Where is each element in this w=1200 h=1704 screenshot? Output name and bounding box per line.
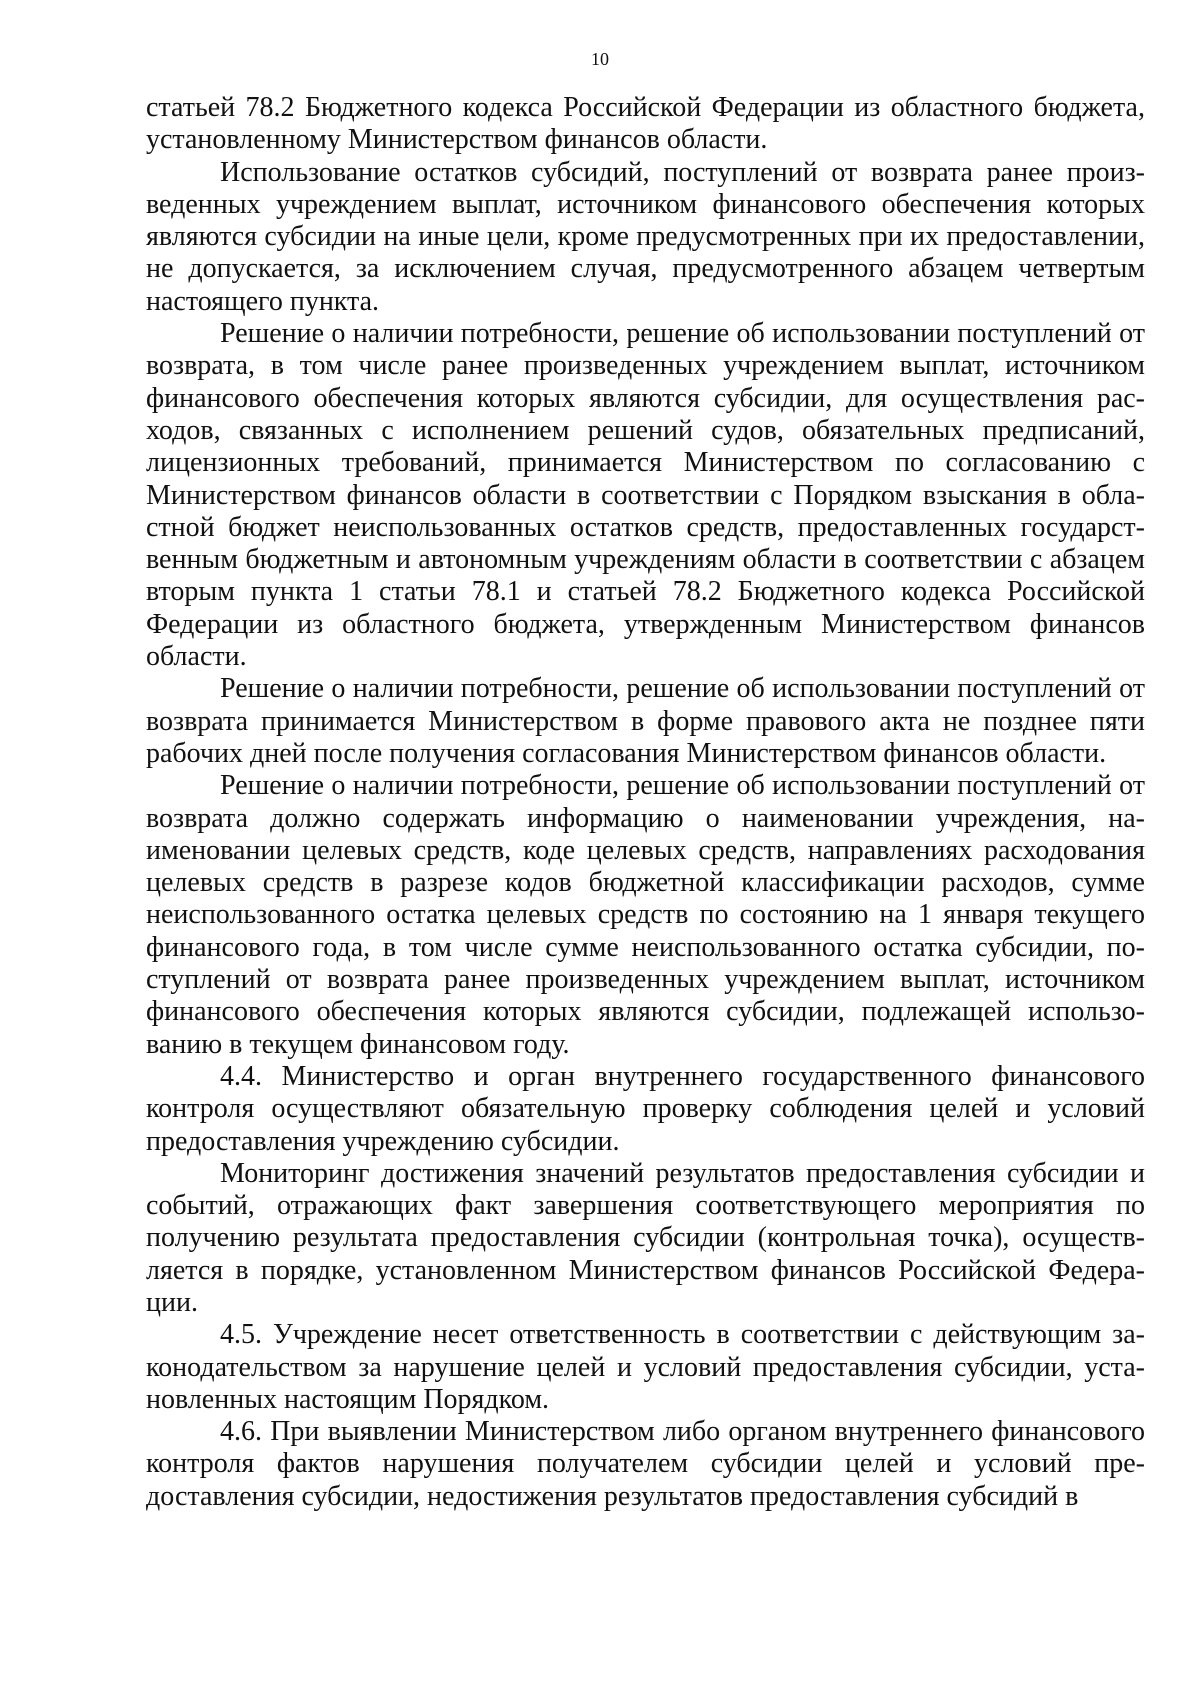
paragraph-decision-on-need: Решение о наличии потребности, решение об использовании поступлений от возврата, в том числе ранее произведенных учреждением выплат, источником финансового обеспечения которых являются субсидии, для осуществления расходов, связанных с исполнением решений судов, обязательных предписаний, лицензионных требований, принимается Министерством по согласованию с Министерством финансов области в соответствии с Порядком взыскания в областной бюджет неиспользованных остатков средств, предоставленных государственным бюджетным и автономным учреждениям области в соответствии с абзацем вторым пункта 1 статьи 78.1 и статьей 78.2 Бюджетного кодекса Российской Федерации из областного бюджета, утвержденным Министерством финансов области.: [146, 318, 1145, 673]
paragraph-monitoring: Мониторинг достижения значений результатов предоставления субсидии и событий, отражающих факт завершения соответствующего мероприятия по получению результата предоставления субсидии (контрольная точка), осуществляется в порядке, установленном Министерством финансов Российской Федерации.: [146, 1157, 1145, 1318]
paragraph-4-4: 4.4. Министерство и орган внутреннего государственного финансового контроля осуществляют обязательную проверку соблюдения целей и условий предоставления учреждению субсидии.: [146, 1060, 1145, 1157]
paragraph-decision-contents: Решение о наличии потребности, решение об использовании поступлений от возврата должно содержать информацию о наименовании учреждения, наименовании целевых средств, коде целевых средств, направлениях расходования целевых средств в разрезе кодов бюджетной классификации расходов, сумме неиспользованного остатка целевых средств по состоянию на 1 января текущего финансового года, в том числе сумме неиспользованного остатка субсидии, поступлений от возврата ранее произведенных учреждением выплат, источником финансового обеспечения которых являются субсидии, подлежащей использованию в текущем финансовом году.: [146, 770, 1145, 1060]
paragraph-continuation: статьей 78.2 Бюджетного кодекса Российской Федерации из областного бюджета, установленному Министерством финансов области.: [146, 92, 1145, 156]
page-number: 10: [591, 49, 609, 69]
paragraph-4-6: 4.6. При выявлении Министерством либо органом внутреннего финансового контроля фактов нарушения получателем субсидии целей и условий предоставления субсидии, недостижения результатов предоставления субсидий в: [146, 1416, 1145, 1512]
paragraph-use-of-remaining-subsidies: Использование остатков субсидий, поступлений от возврата ранее произведенных учреждением выплат, источником финансового обеспечения которых являются субсидии на иные цели, кроме предусмотренных при их предоставлении, не допускается, за исключением случая, предусмотренного абзацем четвертым настоящего пункта.: [146, 156, 1145, 317]
paragraph-4-5: 4.5. Учреждение несет ответственность в соответствии с действующим законодательством за нарушение целей и условий предоставления субсидии, установленных настоящим Порядком.: [146, 1319, 1145, 1415]
paragraph-decision-form: Решение о наличии потребности, решение об использовании поступлений от возврата принимается Министерством в форме правового акта не позднее пяти рабочих дней после получения согласования Министерством финансов области.: [146, 673, 1145, 769]
document-body: [146, 92, 1145, 1513]
